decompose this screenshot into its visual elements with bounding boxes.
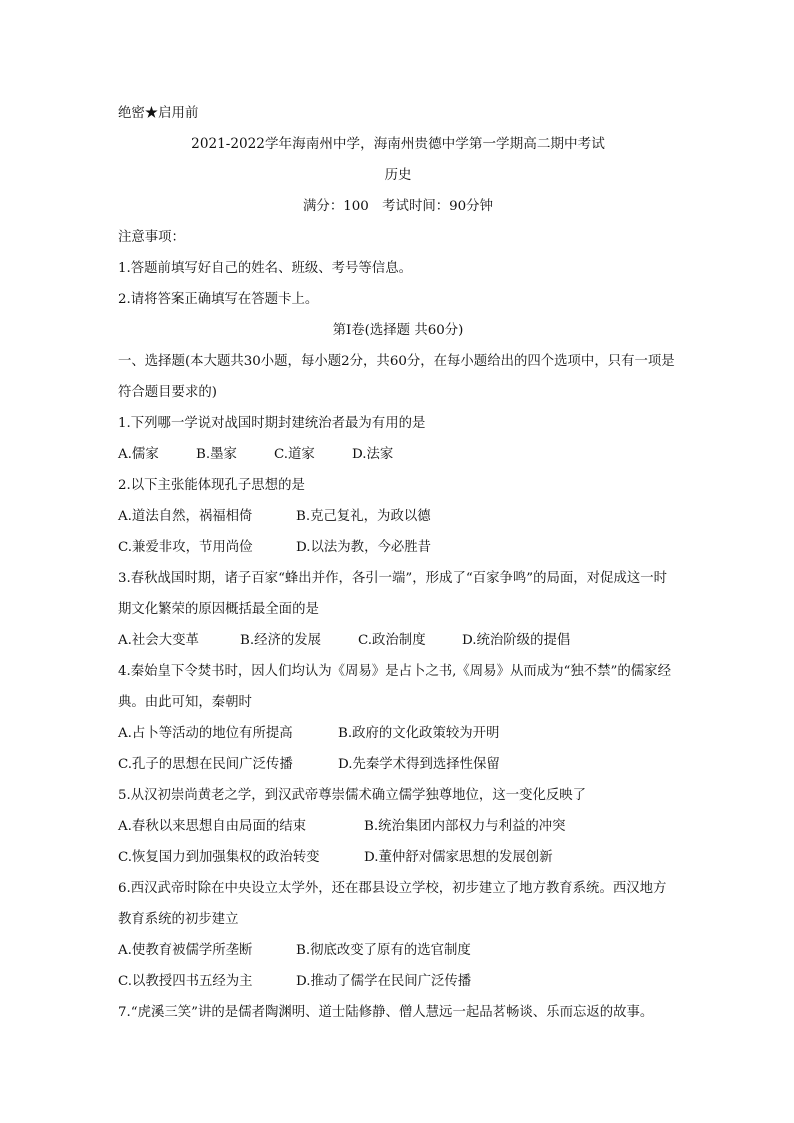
question-stem: 3.春秋战国时期，诸子百家“蜂出并作，各引一端”，形成了“百家争鸣”的局面，对促成这一时期文化繁荣的原因概括最全面的是 xyxy=(118,571,667,617)
option-b: B.墨家 xyxy=(196,447,237,462)
option-d: D.法家 xyxy=(352,447,394,462)
option-a: A.使教育被儒学所垄断 xyxy=(118,943,253,958)
option-a: A.春秋以来思想自由局面的结束 xyxy=(118,819,307,834)
notes-heading: 注意事项： xyxy=(118,230,185,245)
score-time-info: 满分：100 考试时间：90分钟 xyxy=(303,199,493,214)
option-a: A.儒家 xyxy=(118,447,159,462)
option-b: B.彻底改变了原有的选官制度 xyxy=(296,943,471,958)
option-c: C.孔子的思想在民间广泛传播 xyxy=(118,757,293,772)
option-a: A.社会大变革 xyxy=(118,633,199,648)
note-item: 1.答题前填写好自己的姓名、班级、考号等信息。 xyxy=(118,261,412,276)
question-options xyxy=(118,532,678,563)
option-c: C.以教授四书五经为主 xyxy=(118,974,253,989)
option-c: C.兼爱非攻，节用尚俭 xyxy=(118,540,253,555)
question-options xyxy=(118,935,678,966)
option-d: D.统治阶级的提倡 xyxy=(462,633,571,648)
option-c: C.恢复国力到加强集权的政治转变 xyxy=(118,850,320,865)
option-d: D.推动了儒学在民间广泛传播 xyxy=(296,974,472,989)
exam-page xyxy=(118,98,678,1028)
question-options xyxy=(118,501,678,532)
part-title: 第Ⅰ卷(选择题 共60分) xyxy=(332,323,464,338)
question-options xyxy=(118,439,678,470)
option-d: D.先秦学术得到选择性保留 xyxy=(338,757,500,772)
question-stem: 1.下列哪一学说对战国时期封建统治者最为有用的是 xyxy=(118,416,426,431)
exam-title: 2021-2022学年海南州中学，海南州贵德中学第一学期高二期中考试 xyxy=(191,136,605,152)
option-d: D.董仲舒对儒家思想的发展创新 xyxy=(364,850,553,865)
question-options xyxy=(118,749,678,780)
question-stem: 5.从汉初崇尚黄老之学，到汉武帝尊崇儒术确立儒学独尊地位，这一变化反映了 xyxy=(118,788,587,803)
question-stem: 4.秦始皇下令焚书时，因人们均认为《周易》是占卜之书,《周易》从而成为“独不禁”的儒家经典。由此可知，秦朝时 xyxy=(118,664,671,710)
option-c: C.道家 xyxy=(274,447,315,462)
question-stem: 6.西汉武帝时除在中央设立太学外，还在郡县设立学校，初步建立了地方教育系统。西汉地方教育系统的初步建立 xyxy=(118,881,667,927)
option-b: B.政府的文化政策较为开明 xyxy=(338,726,500,741)
section-intro: 一、选择题(本大题共30小题，每小题2分，共60分，在每小题给出的四个选项中，只有一项是符合题目要求的) xyxy=(118,354,675,400)
question-stem: 7.“虎溪三笑”讲的是儒者陶渊明、道士陆修静、僧人慧远一起品茗畅谈、乐而忘返的故事。 xyxy=(118,1005,654,1020)
option-d: D.以法为教，今必胜昔 xyxy=(296,540,432,555)
option-b: B.经济的发展 xyxy=(240,633,322,648)
note-item: 2.请将答案正确填写在答题卡上。 xyxy=(118,292,319,307)
option-c: C.政治制度 xyxy=(358,633,426,648)
question-options xyxy=(118,718,678,749)
subject-title: 历史 xyxy=(384,168,412,183)
option-a: A.占卜等活动的地位有所提高 xyxy=(118,726,293,741)
option-b: B.统治集团内部权力与利益的冲突 xyxy=(364,819,566,834)
question-options xyxy=(118,625,678,656)
question-options xyxy=(118,842,678,873)
secrecy-label: 绝密★启用前 xyxy=(118,106,199,121)
question-options xyxy=(118,811,678,842)
option-b: B.克己复礼，为政以德 xyxy=(296,509,431,524)
question-stem: 2.以下主张能体现孔子思想的是 xyxy=(118,478,305,493)
question-options xyxy=(118,966,678,997)
option-a: A.道法自然，祸福相倚 xyxy=(118,509,253,524)
